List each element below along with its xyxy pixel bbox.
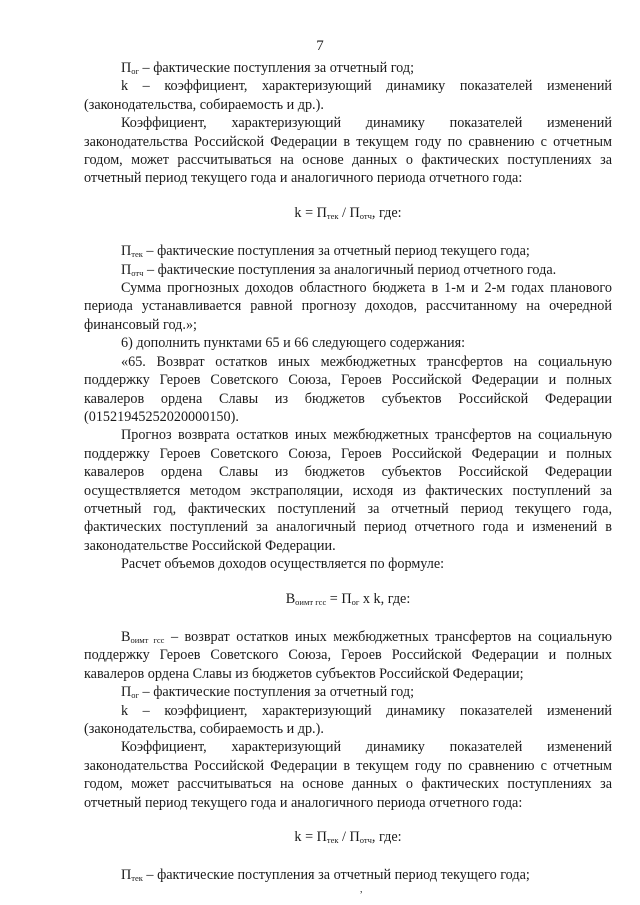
formula-subscript: отч: [359, 835, 372, 846]
paragraph: «65. Возврат остатков иных межбюджетных трансфертов на социальную поддержку Героев Советского Союза, Героев Российской Федерации и полных кавалеров ордена Славы из бюджетов субъектов Российской Федерации (01521945252020000150).: [84, 353, 612, 425]
paragraph: Расчет объемов доходов осуществляется по формуле:: [121, 556, 445, 573]
term-text: – фактические поступления за отчетный период текущего года;: [142, 243, 530, 260]
term-definition: [84, 261, 612, 279]
formula-text: , где:: [371, 204, 402, 221]
footer-mark: ,: [360, 884, 363, 895]
term-subscript: отч: [131, 267, 144, 278]
formula-text: = П: [326, 590, 352, 607]
term-symbol: П: [121, 261, 132, 278]
term-symbol: П: [121, 684, 132, 701]
term-definition: [84, 683, 612, 701]
term-definition: [84, 242, 612, 260]
term-symbol: П: [121, 243, 132, 260]
paragraph: k – коэффициент, характеризующий динамику показателей изменений (законодательства, собираемость и др.).: [84, 702, 612, 737]
term-subscript: оимт гсс: [130, 634, 165, 645]
term-text: – фактические поступления за отчетный год;: [139, 684, 415, 701]
formula-subscript: тек: [326, 835, 339, 846]
formula: [84, 204, 612, 222]
paragraph: 6) дополнить пунктами 65 и 66 следующего содержания:: [121, 335, 466, 352]
page-number: 7: [316, 38, 324, 54]
term-definition: [84, 628, 612, 683]
paragraph: Коэффициент, характеризующий динамику показателей изменений законодательства Российской Федерации в текущем году по сравнению с отчетным годом, может рассчитываться на основе данных о фактических поступлениях за отчетный период текущего года и аналогичного периода отчетного года:: [84, 739, 612, 811]
term-subscript: тек: [131, 249, 143, 260]
term-text: – фактические поступления за отчетный период текущего года;: [142, 867, 530, 884]
term-symbol: П: [121, 867, 132, 884]
term-symbol: В: [121, 628, 131, 645]
formula-text: k = П: [294, 204, 327, 221]
term-text: – фактические поступления за отчетный год;: [139, 60, 415, 76]
paragraph: k – коэффициент, характеризующий динамику показателей изменений (законодательства, собираемость и др.).: [84, 78, 612, 113]
formula-text: , где:: [371, 829, 402, 846]
paragraph: Коэффициент, характеризующий динамику показателей изменений законодательства Российской Федерации в текущем году по сравнению с отчетным годом, может рассчитываться на основе данных о фактических поступлениях за отчетный период текущего года и аналогичного периода отчетного года:: [84, 115, 612, 187]
paragraph: Сумма прогнозных доходов областного бюджета в 1-м и 2-м годах планового периода устанавливается равной прогнозу доходов, рассчитанному на очередной финансовый год.»;: [84, 280, 612, 333]
term-subscript: ог: [131, 690, 139, 701]
formula: [84, 828, 612, 846]
formula-text: k = П: [294, 829, 327, 846]
formula-subscript: отч: [359, 210, 372, 221]
formula: [84, 590, 612, 608]
term-definition: [84, 866, 612, 884]
term-text: – фактические поступления за аналогичный период отчетного года.: [143, 261, 557, 278]
formula-text: В: [285, 590, 296, 607]
formula-text: / П: [338, 204, 360, 221]
term-symbol: П: [121, 60, 132, 76]
paragraph: Прогноз возврата остатков иных межбюджетных трансфертов на социальную поддержку Героев Советского Союза, Героев Российской Федерации и полных кавалеров ордена Славы из бюджетов субъектов Российской Федерации осуществляется методом экстраполяции, исходя из фактических поступлений за отчетный год, фактических поступлений за отчетный период текущего года, фактических поступлений за аналогичный период отчетного года и изменений в законодательстве Российской Федерации.: [84, 427, 612, 554]
formula-text: / П: [338, 829, 360, 846]
formula-subscript: ог: [351, 596, 360, 607]
term-subscript: ог: [131, 66, 139, 76]
document-body: [84, 59, 612, 885]
term-definition: [84, 59, 612, 77]
formula-text: х k, где:: [359, 590, 411, 607]
formula-subscript: тек: [326, 210, 339, 221]
term-subscript: тек: [131, 873, 143, 884]
term-text: – возврат остатков иных межбюджетных трансфертов на социальную поддержку Героев Советского Союза, Героев Российской Федерации и полных кавалеров ордена Славы из бюджетов субъектов Российской Федерации;: [84, 628, 612, 682]
formula-subscript: оимт гсс: [295, 596, 327, 607]
